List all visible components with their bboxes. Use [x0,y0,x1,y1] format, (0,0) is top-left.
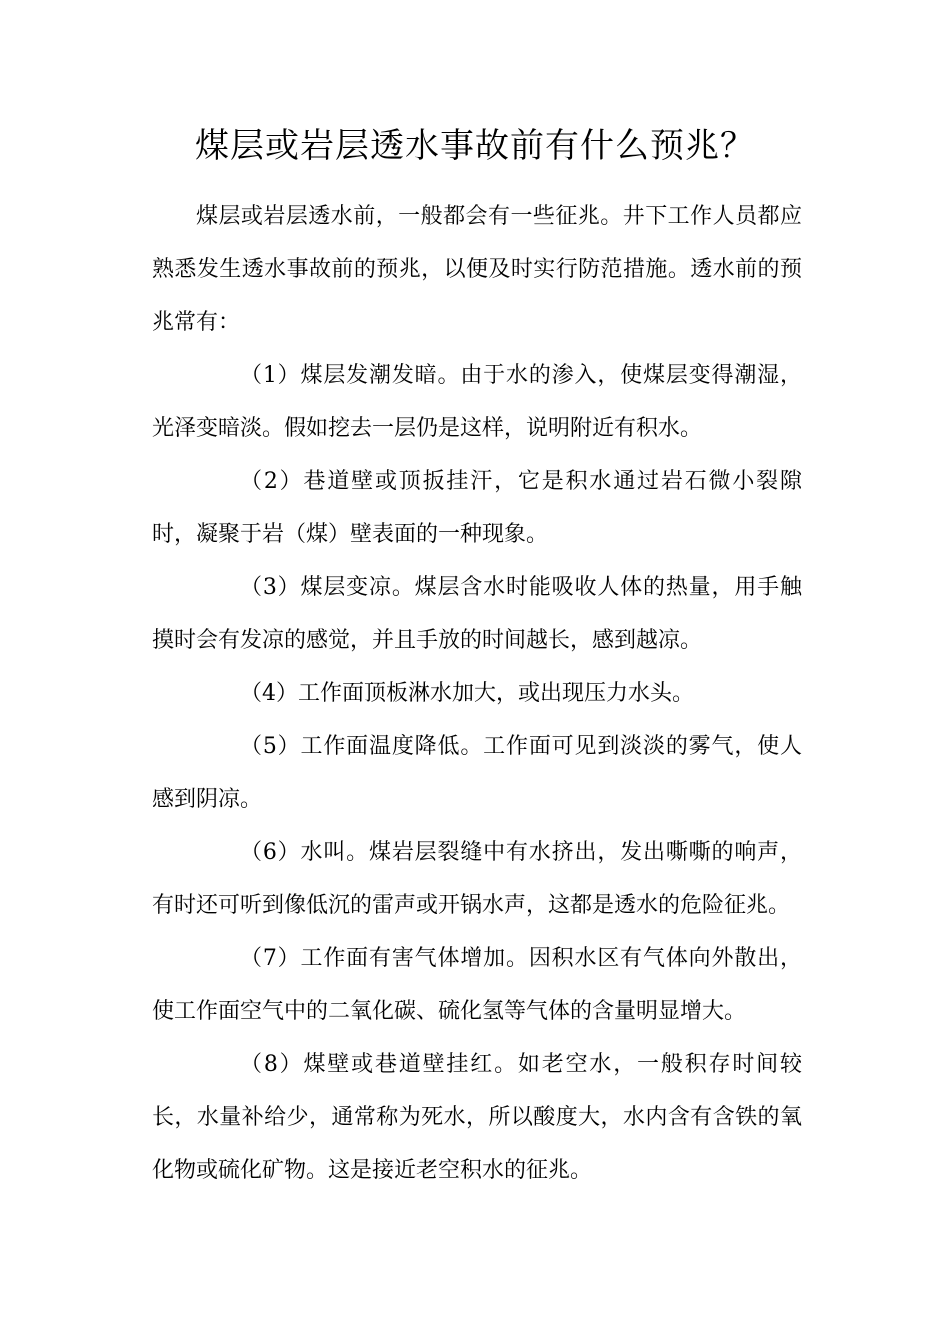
intro-paragraph: 煤层或岩层透水前，一般都会有一些征兆。井下工作人员都应熟悉发生透水事故前的预兆，以便及时实行防范措施。透水前的预兆常有： [152,204,802,335]
omen-item-8: （8）煤壁或巷道壁挂红。如老空水，一般积存时间较长，水量补给少，通常称为死水，所以酸度大，水内含有含铁的氧化物或硫化矿物。这是接近老空积水的征兆。 [152,1052,802,1183]
omen-item-4: （4）工作面顶板淋水加大，或出现压力水头。 [240,681,694,706]
omen-item-7: （7）工作面有害气体增加。因积水区有气体向外散出，使工作面空气中的二氧化碳、硫化氢等气体的含量明显增大。 [152,946,802,1024]
omen-item-3: （3）煤层变凉。煤层含水时能吸收人体的热量，用手触摸时会有发凉的感觉，并且手放的时间越长，感到越凉。 [152,575,802,653]
omen-item-5: （5）工作面温度降低。工作面可见到淡淡的雾气，使人感到阴凉。 [152,734,802,812]
omen-item-1: （1）煤层发潮发暗。由于水的渗入，使煤层变得潮湿，光泽变暗淡。假如挖去一层仍是这样，说明附近有积水。 [152,363,802,441]
document-body [152,190,802,1197]
omen-item-6: （6）水叫。煤岩层裂缝中有水挤出，发出嘶嘶的响声，有时还可听到像低沉的雷声或开锅水声，这都是透水的危险征兆。 [152,840,802,918]
document-title: 煤层或岩层透水事故前有什么预兆？ [195,126,755,166]
omen-item-2: （2）巷道壁或顶扳挂汗，它是积水通过岩石微小裂隙时，凝聚于岩（煤）壁表面的一种现象。 [152,469,802,547]
